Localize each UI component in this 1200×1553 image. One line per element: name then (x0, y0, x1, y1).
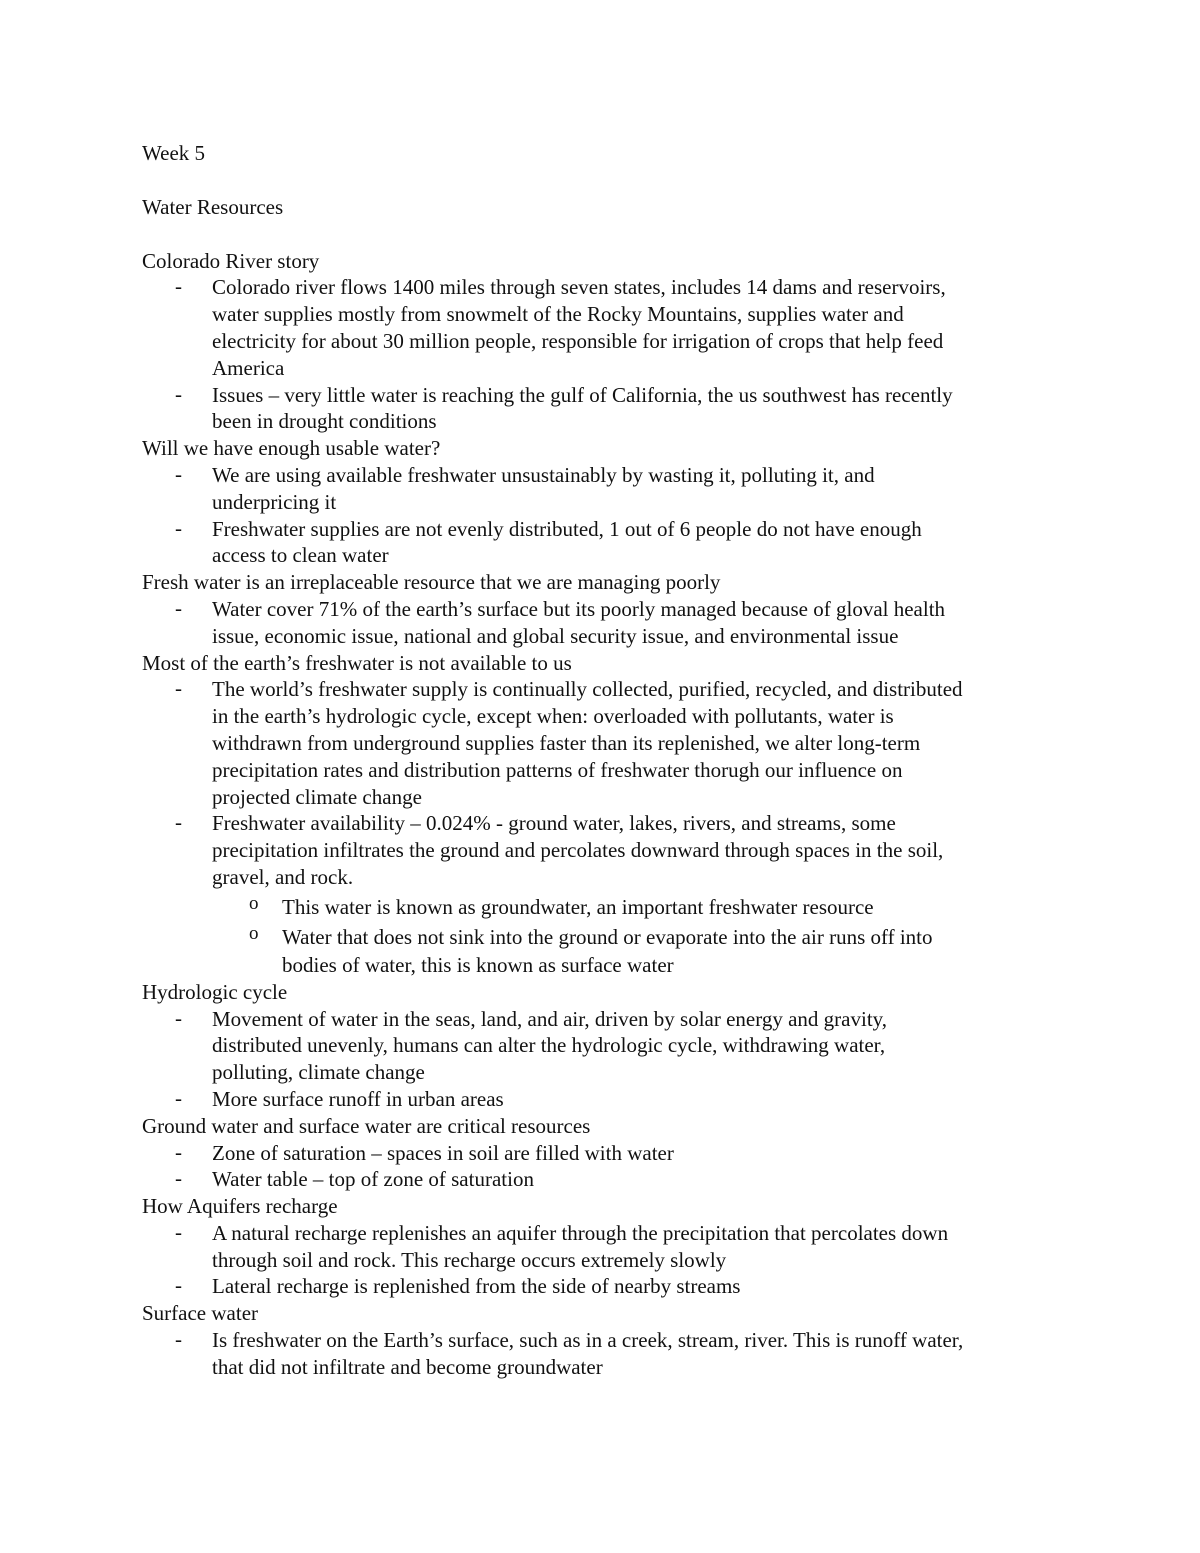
bullet-text-line: polluting, climate change (212, 1060, 425, 1085)
section-heading: Hydrologic cycle (142, 979, 288, 1004)
bullet-dash: - (175, 1139, 182, 1164)
bullet-dash: - (175, 515, 182, 540)
bullet-dash: - (175, 274, 182, 299)
outline-section (142, 248, 1072, 436)
section-heading: Colorado River story (142, 248, 320, 273)
outline-section (142, 1193, 1072, 1300)
outline-section (142, 979, 1072, 1113)
bullet-item (142, 676, 1072, 810)
bullet-item (142, 1273, 1072, 1300)
section-heading: How Aquifers recharge (142, 1194, 338, 1219)
outline-section (142, 1300, 1072, 1380)
bullet-text-line: through soil and rock. This recharge occurs extremely slowly (212, 1247, 727, 1272)
outline-section (142, 650, 1072, 979)
sub-bullet-text-line: bodies of water, this is known as surface water (282, 952, 674, 977)
bullet-dash: - (175, 595, 182, 620)
sub-bullet-item (142, 893, 1072, 921)
bullet-dash: - (175, 810, 182, 835)
bullet-dash: - (175, 1327, 182, 1352)
bullet-text-line: Water cover 71% of the earth’s surface but its poorly managed because of gloval health (212, 596, 946, 621)
bullet-text-line: distributed unevenly, humans can alter the hydrologic cycle, withdrawing water, (212, 1033, 886, 1058)
outline-section (142, 569, 1072, 649)
bullet-text-line: electricity for about 30 million people, responsible for irrigation of crops that help feed (212, 328, 944, 353)
bullet-text-line: been in drought conditions (212, 409, 437, 434)
bullet-text-line: issue, economic issue, national and global security issue, and environmental issue (212, 623, 899, 648)
section-heading: Ground water and surface water are critical resources (142, 1113, 591, 1138)
bullet-text-line: projected climate change (212, 784, 422, 809)
notes-outline (142, 248, 1072, 1381)
sub-bullet-text-line: This water is known as groundwater, an important freshwater resource (282, 894, 874, 919)
bullet-text-line: that did not infiltrate and become groundwater (212, 1354, 603, 1379)
sub-bullet-circle: o (249, 892, 259, 914)
sub-bullet-text-line: Water that does not sink into the ground or evaporate into the air runs off into (282, 924, 933, 949)
topic-title: Water Resources (142, 194, 284, 219)
bullet-dash: - (175, 461, 182, 486)
bullet-text-line: Colorado river flows 1400 miles through seven states, includes 14 dams and reservoirs, (212, 275, 946, 300)
bullet-dash: - (175, 1005, 182, 1030)
bullet-text-line: underpricing it (212, 489, 337, 514)
bullet-item (142, 1140, 1072, 1167)
bullet-text-line: Lateral recharge is replenished from the side of nearby streams (212, 1274, 741, 1299)
bullet-item (142, 274, 1072, 381)
bullet-text-line: withdrawn from underground supplies faster than its replenished, we alter long-term (212, 730, 921, 755)
bullet-text-line: Zone of saturation – spaces in soil are filled with water (212, 1140, 674, 1165)
bullet-text-line: We are using available freshwater unsustainably by wasting it, polluting it, and (212, 462, 875, 487)
bullet-text-line: precipitation rates and distribution patterns of freshwater thorugh our influence on (212, 757, 903, 782)
bullet-text-line: gravel, and rock. (212, 864, 354, 889)
bullet-text-line: More surface runoff in urban areas (212, 1086, 504, 1111)
bullet-item (142, 1327, 1072, 1381)
bullet-item (142, 596, 1072, 650)
section-heading: Surface water (142, 1301, 259, 1326)
bullet-item (142, 1086, 1072, 1113)
bullet-dash: - (175, 676, 182, 701)
bullet-dash: - (175, 1219, 182, 1244)
bullet-item (142, 382, 1072, 436)
bullet-dash: - (175, 1166, 182, 1191)
bullet-text-line: America (212, 355, 285, 380)
bullet-text-line: Freshwater supplies are not evenly distributed, 1 out of 6 people do not have enough (212, 516, 922, 541)
bullet-item (142, 462, 1072, 516)
bullet-text-line: Freshwater availability – 0.024% - ground water, lakes, rivers, and streams, some (212, 811, 896, 836)
bullet-text-line: A natural recharge replenishes an aquifer through the precipitation that percolates down (212, 1220, 949, 1245)
bullet-text-line: precipitation infiltrates the ground and percolates downward through spaces in the soil, (212, 838, 944, 863)
bullet-text-line: in the earth’s hydrologic cycle, except when: overloaded with pollutants, water is (212, 704, 894, 729)
section-heading: Most of the earth’s freshwater is not available to us (142, 650, 572, 675)
section-heading: Fresh water is an irreplaceable resource that we are managing poorly (142, 570, 721, 595)
bullet-dash: - (175, 1273, 182, 1298)
bullet-text-line: Water table – top of zone of saturation (212, 1167, 534, 1192)
bullet-item (142, 516, 1072, 570)
bullet-text-line: The world’s freshwater supply is continually collected, purified, recycled, and distributed (212, 677, 963, 702)
section-heading: Will we have enough usable water? (142, 436, 441, 461)
outline-section (142, 1113, 1072, 1193)
bullet-item (142, 1166, 1072, 1193)
bullet-text-line: access to clean water (212, 543, 389, 568)
sub-bullet-item (142, 923, 1072, 979)
document-body (142, 140, 1072, 1381)
bullet-text-line: Movement of water in the seas, land, and air, driven by solar energy and gravity, (212, 1006, 888, 1031)
sub-bullet-circle: o (249, 922, 259, 944)
bullet-item (142, 1006, 1072, 1086)
bullet-dash: - (175, 1085, 182, 1110)
bullet-item (142, 810, 1072, 890)
outline-section (142, 435, 1072, 569)
bullet-text-line: water supplies mostly from snowmelt of the Rocky Mountains, supplies water and (212, 302, 904, 327)
bullet-text-line: Issues – very little water is reaching the gulf of California, the us southwest has recently (212, 382, 953, 407)
week-label: Week 5 (142, 141, 206, 165)
bullet-item (142, 1220, 1072, 1274)
bullet-dash: - (175, 381, 182, 406)
bullet-text-line: Is freshwater on the Earth’s surface, such as in a creek, stream, river. This is runoff water, (212, 1328, 964, 1353)
